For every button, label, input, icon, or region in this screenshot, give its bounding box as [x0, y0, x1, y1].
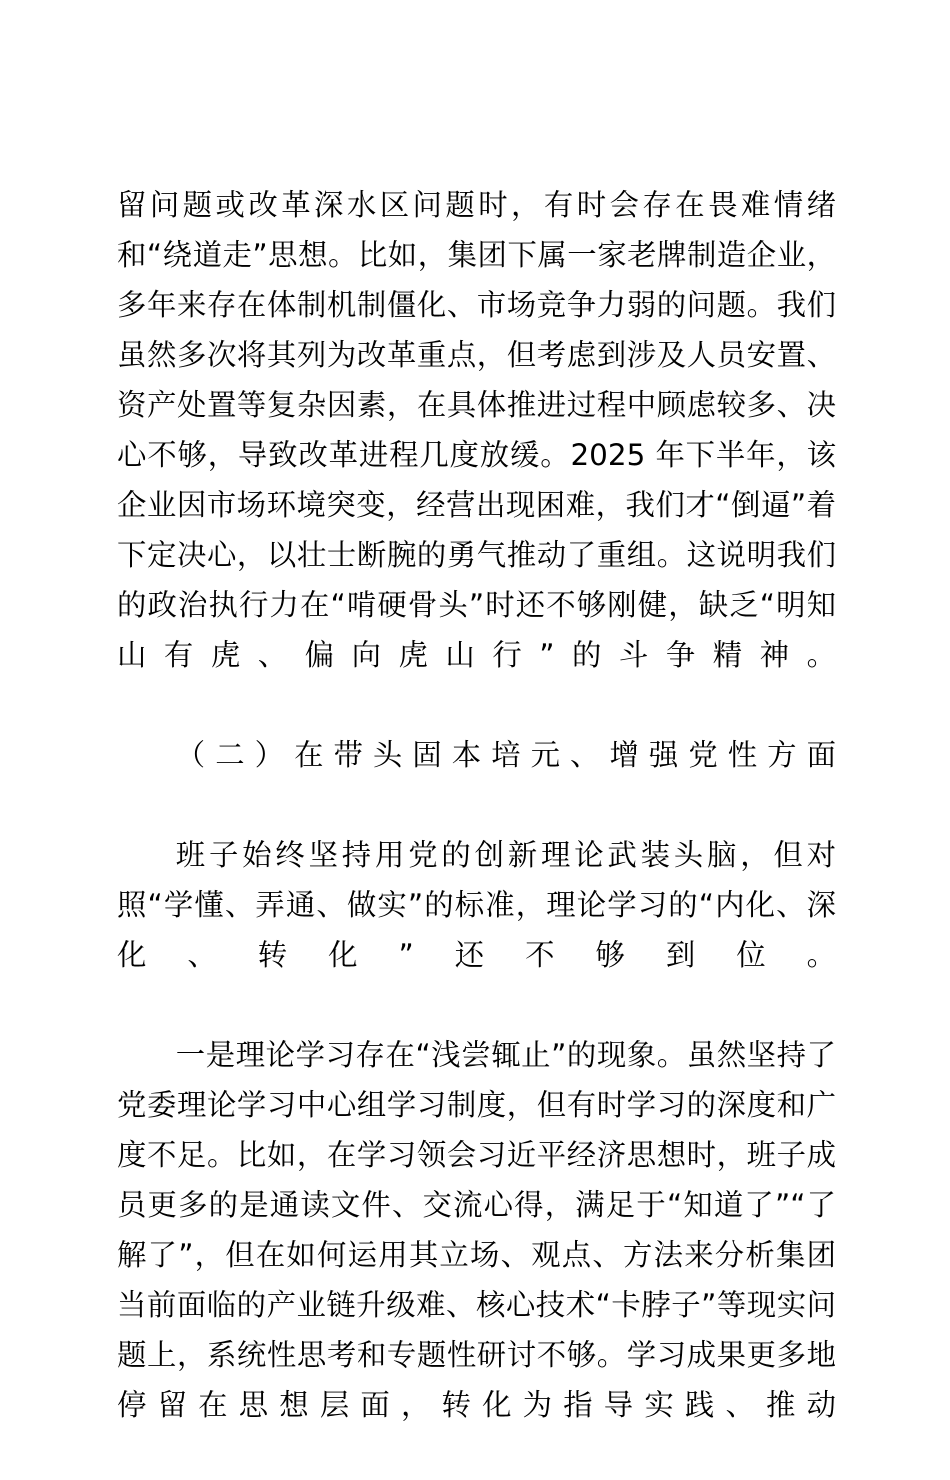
document-text-body	[117, 180, 836, 1480]
section-heading-two: （二）在带头固本培元、增强党性方面	[175, 738, 836, 772]
paragraph-point-one: 一是理论学习存在“浅尝辄止”的现象。虽然坚持了党委理论学习中心组学习制度，但有时学习的深度和广度不足。比如，在学习领会习近平经济思想时，班子成员更多的是通读文件、交流心得，满足于“知道了”“了解了”，但在如何运用其立场、观点、方法来分析集团当前面临的产业链升级难、核心技术“卡脖子”等现实问题上，系统性思考和专题性研讨不够。学习成果更多地停留在思想层面，转化为指导实践、推动	[117, 1038, 836, 1422]
paragraph-section-intro: 班子始终坚持用党的创新理论武装头脑，但对照“学懂、弄通、做实”的标准，理论学习的“内化、深化、转化”还不够到位。	[117, 838, 836, 972]
paragraph-continuation: 留问题或改革深水区问题时，有时会存在畏难情绪和“绕道走”思想。比如，集团下属一家老牌制造企业，多年来存在体制机制僵化、市场竞争力弱的问题。我们虽然多次将其列为改革重点，但考虑到涉及人员安置、资产处置等复杂因素，在具体推进过程中顾虑较多、决心不够，导致改革进程几度放缓。2025 年下半年，该企业因市场环境突变，经营出现困难，我们才“倒逼”着下定决心，以壮士断腕的勇气推动了重组。这说明我们的政治执行力在“啃硬骨头”时还不够刚健，缺乏“明知山有虎、偏向虎山行”的斗争精神。	[117, 188, 836, 672]
